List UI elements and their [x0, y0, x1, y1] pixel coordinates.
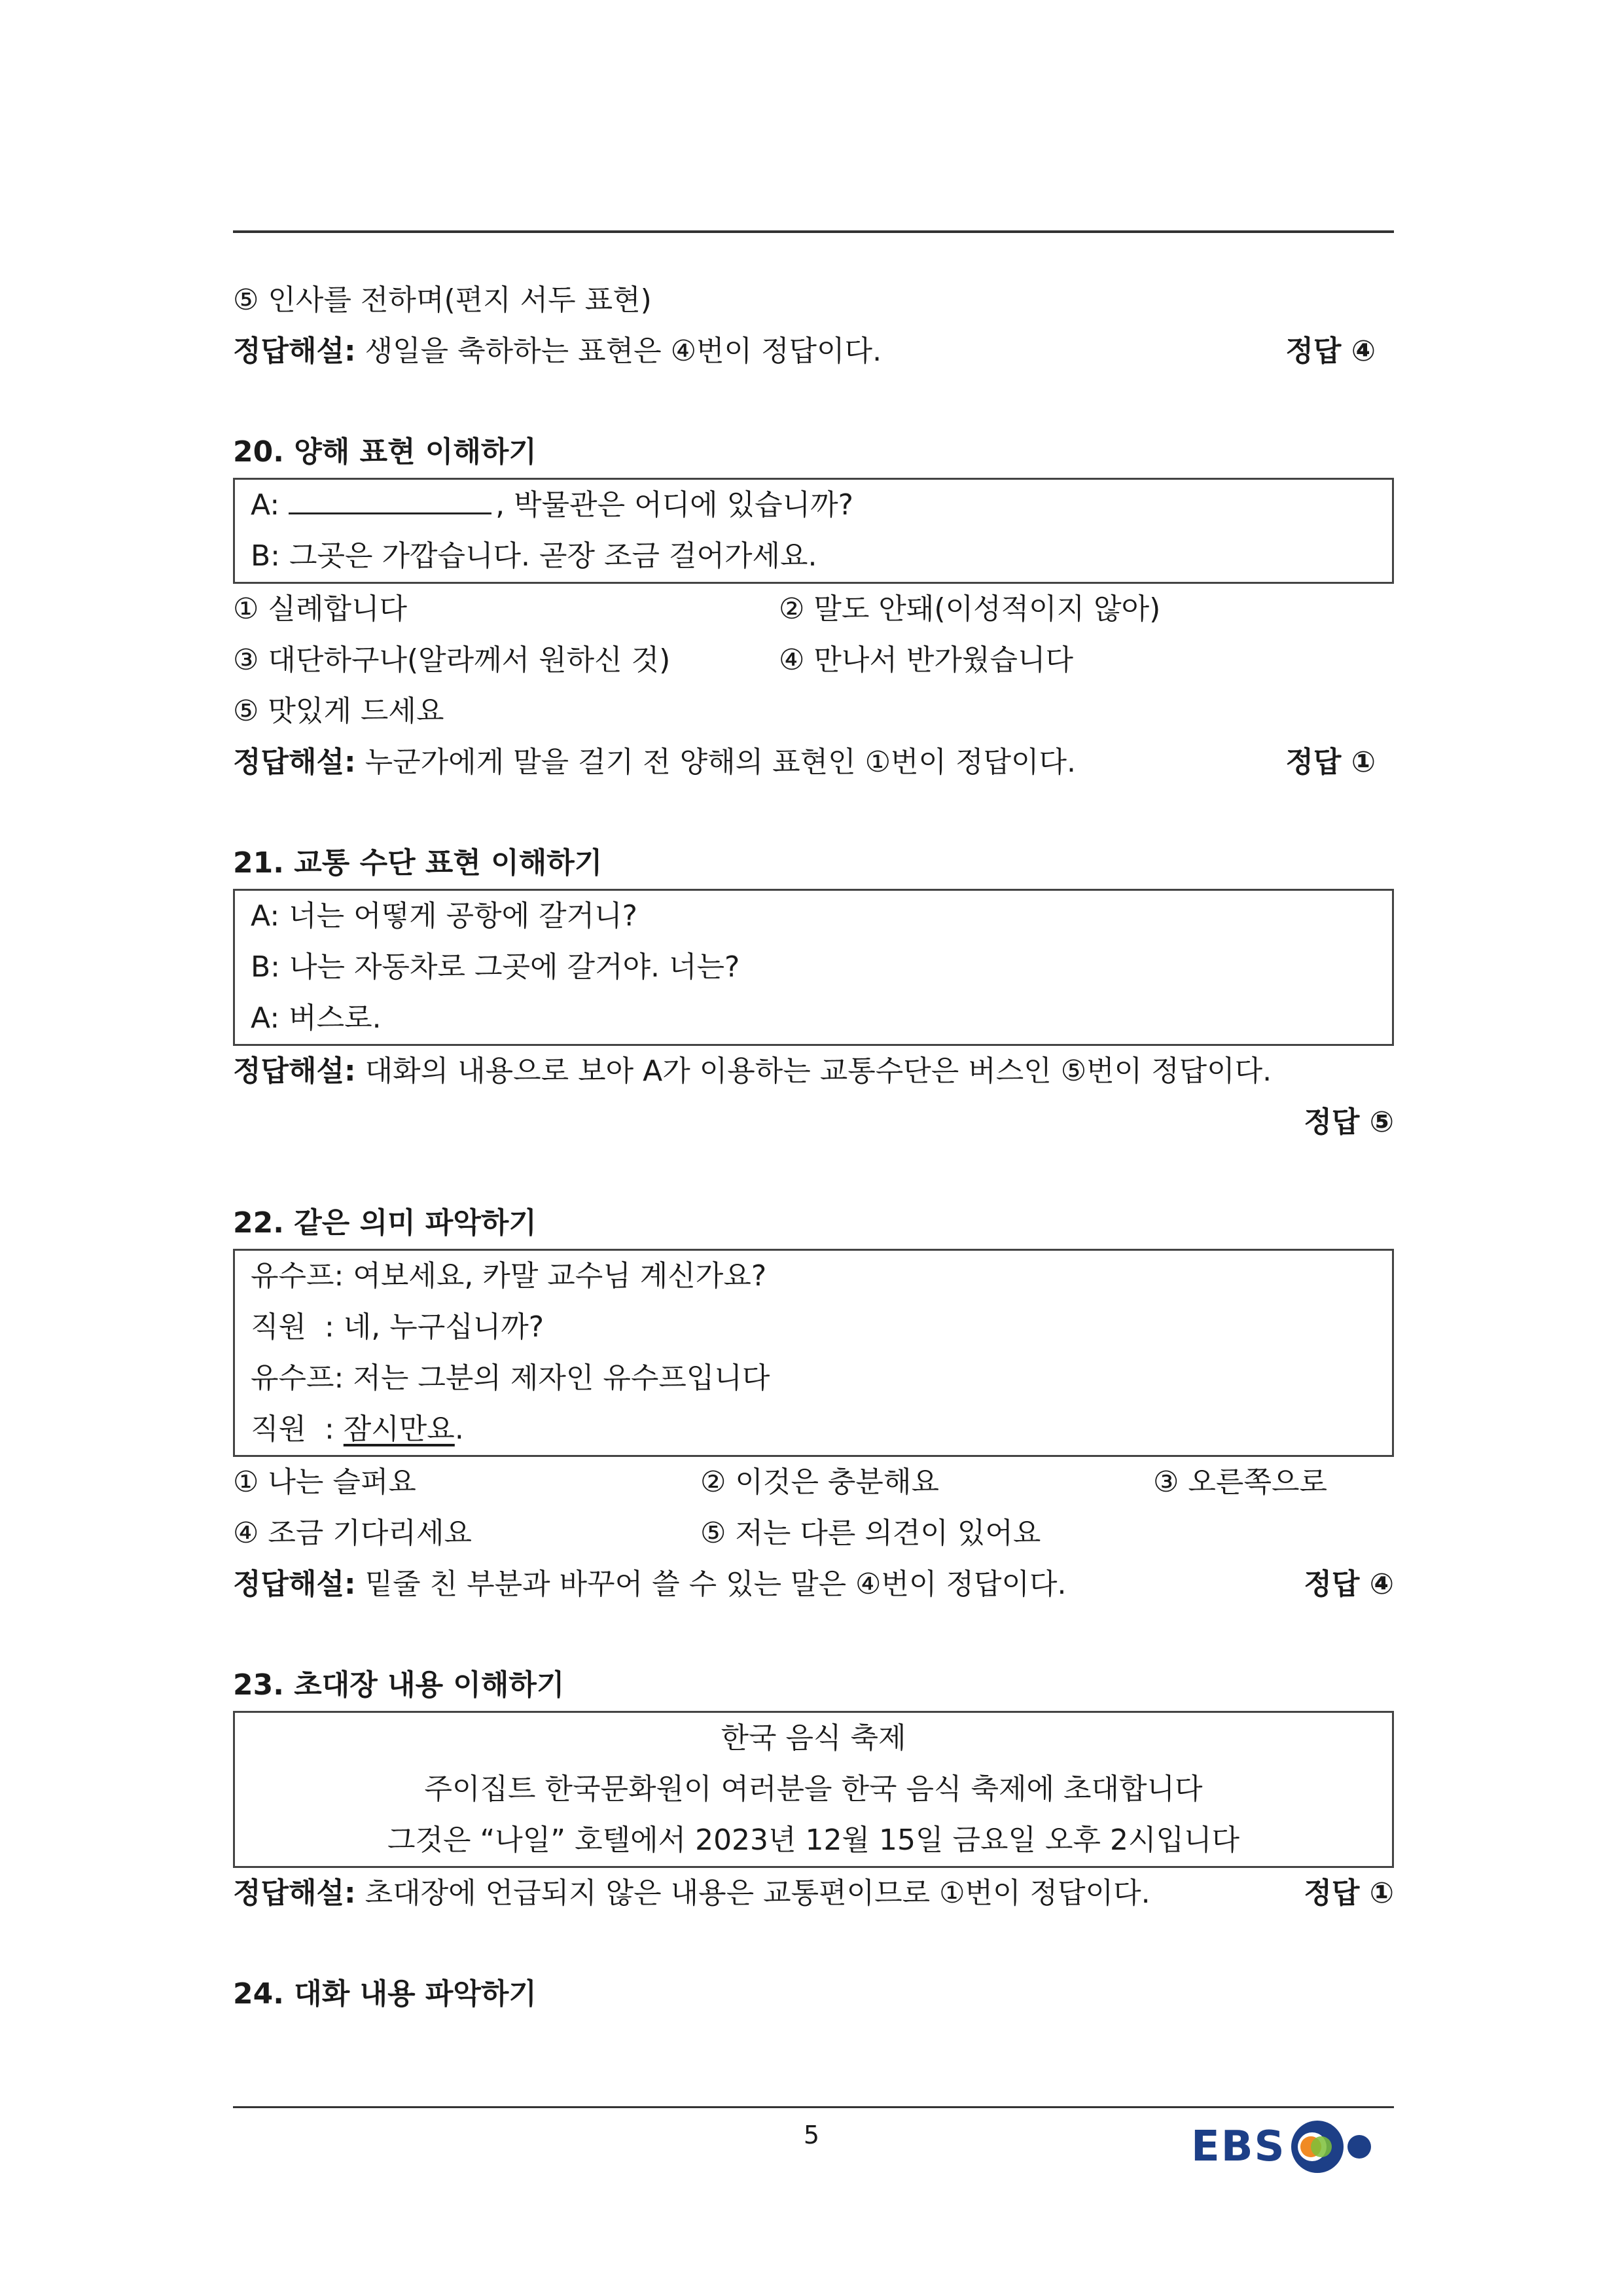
- q22-line-2: 직원 : 네, 누구십니까?: [251, 1310, 544, 1344]
- ebs-logo: [1191, 2114, 1417, 2179]
- explain-text: 생일을 축하하는 표현은 ④번이 정답이다.: [355, 334, 882, 368]
- q21-line-1: A: 너는 어떻게 공항에 갈거니?: [251, 899, 637, 933]
- underlined-phrase: 잠시만요: [343, 1412, 455, 1446]
- blank-field: [289, 482, 491, 514]
- q20-option-4: ④ 만나서 반가웠습니다: [779, 643, 1073, 677]
- explain-text: 대화의 내용으로 보아 A가 이용하는 교통수단은 버스인 ⑤번이 정답이다.: [355, 1054, 1272, 1088]
- q24-heading: 24. 대화 내용 파악하기: [233, 1977, 537, 2011]
- q20-option-5: ⑤ 맛있게 드세요: [233, 694, 444, 728]
- q22-line-4: 직원 : 잠시만요.: [251, 1412, 464, 1446]
- q22-option-5: ⑤ 저는 다른 의견이 있어요: [700, 1516, 1041, 1550]
- logo-text: EBS: [1191, 2123, 1286, 2171]
- q21-line-2: B: 나는 자동차로 그곳에 갈거야. 너는?: [251, 950, 740, 984]
- q22-options-row-2: [233, 1508, 1394, 1559]
- footer-rule: [233, 2106, 1394, 2108]
- q22-option-2: ② 이것은 충분해요: [700, 1465, 939, 1499]
- q21-dialogue-box: [233, 889, 1394, 1046]
- q21-explanation: [233, 1046, 1394, 1097]
- logo-mark-icon: [1286, 2114, 1417, 2179]
- explain-label: 정답해설:: [233, 334, 356, 368]
- q23-line-2: 주이집트 한국문화원이 여러분을 한국 음식 축제에 초대합니다: [424, 1772, 1203, 1806]
- q23-line-3: 그것은 “나일” 호텔에서 2023년 12월 15일 금요일 오후 2시입니다: [387, 1823, 1240, 1857]
- q20-option-3: ③ 대단하구나(알라께서 원하신 것): [233, 643, 671, 677]
- explain-text: 누군가에게 말을 걸기 전 양해의 표현인 ①번이 정답이다.: [355, 745, 1077, 779]
- explain-label: 정답해설:: [233, 1054, 356, 1088]
- q21-line-3: A: 버스로.: [251, 1001, 382, 1035]
- q19-explanation-row: [233, 326, 1394, 377]
- answer-key: 정답 ④: [1285, 334, 1376, 368]
- q19-option-5: ⑤ 인사를 전하며(편지 서두 표현): [233, 283, 652, 317]
- q23-heading: 23. 초대장 내용 이해하기: [233, 1668, 565, 1702]
- q22-option-4: ④ 조금 기다리세요: [233, 1516, 472, 1550]
- q22-dialogue-box: [233, 1249, 1394, 1457]
- q23-explanation-row: [233, 1868, 1394, 1919]
- explain-text: 밑줄 친 부분과 바꾸어 쓸 수 있는 말은 ④번이 정답이다.: [355, 1568, 1067, 1601]
- q22-options-row-1: [233, 1457, 1394, 1508]
- explain-label: 정답해설:: [233, 745, 356, 779]
- q23-line-1: 한국 음식 축제: [721, 1721, 906, 1755]
- q20-heading: 20. 양해 표현 이해하기: [233, 435, 537, 469]
- q22-line-1: 유수프: 여보세요, 카말 교수님 계신가요?: [251, 1259, 767, 1293]
- q20-options-row-2: [233, 635, 1394, 686]
- q20-options-row-1: [233, 584, 1394, 635]
- page-number: 5: [803, 2121, 820, 2149]
- page-content: [233, 275, 1394, 2020]
- explain-label: 정답해설:: [233, 1876, 356, 1910]
- q22-explanation-row: [233, 1559, 1394, 1610]
- answer-key: 정답 ④: [1304, 1568, 1394, 1601]
- q23-invitation-box: [233, 1711, 1394, 1868]
- answer-key: 정답 ①: [1285, 745, 1376, 779]
- q22-option-1: ① 나는 슬퍼요: [233, 1465, 416, 1499]
- q20-line-a: A: , 박물관은 어디에 있습니까?: [251, 480, 1376, 531]
- q22-line-3: 유수프: 저는 그분의 제자인 유수프입니다: [251, 1361, 770, 1395]
- answer-key: 정답 ①: [1304, 1876, 1394, 1910]
- q20-line-b: B: 그곳은 가깝습니다. 곧장 조금 걸어가세요.: [251, 539, 817, 573]
- header-rule: [233, 230, 1394, 233]
- q21-heading: 21. 교통 수단 표현 이해하기: [233, 846, 603, 880]
- q20-dialogue-box: [233, 478, 1394, 584]
- q20-option-1: ① 실례합니다: [233, 592, 407, 626]
- q22-heading: 22. 같은 의미 파악하기: [233, 1206, 537, 1240]
- q22-option-3: ③ 오른쪽으로: [1153, 1465, 1327, 1499]
- explain-label: 정답해설:: [233, 1568, 356, 1601]
- q20-explanation-row: [233, 737, 1394, 788]
- q20-option-2: ② 말도 안돼(이성적이지 않아): [779, 592, 1161, 626]
- explain-text: 초대장에 언급되지 않은 내용은 교통편이므로 ①번이 정답이다.: [355, 1876, 1150, 1910]
- q21-answer-key: 정답 ⑤: [1304, 1105, 1394, 1139]
